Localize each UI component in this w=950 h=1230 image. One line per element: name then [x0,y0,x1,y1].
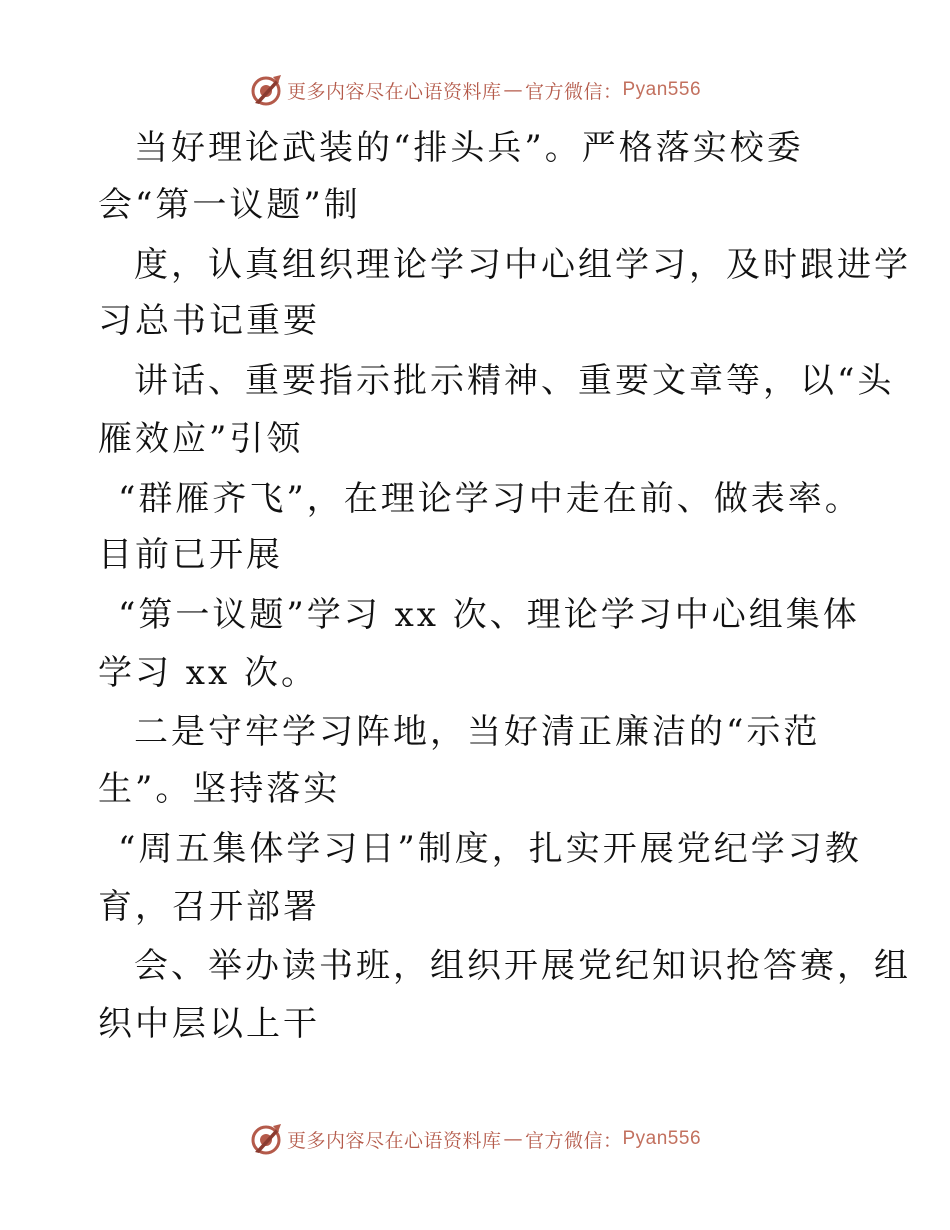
body-line: 习总书记重要 [98,301,320,341]
header-banner-dash: — [503,79,523,101]
body-line: 会、举办读书班，组织开展党纪知识抢答赛，组 [134,946,911,986]
body-line: “周五集体学习日”制度，扎实开展党纪学习教 [118,829,862,869]
body-line: 讲话、重要指示批示精神、重要文章等，以“头 [134,361,895,401]
quill-seal-icon [249,73,283,107]
header-banner-handle: Pyan556 [622,79,702,100]
header-banner [0,70,950,110]
body-line: 雁效应”引领 [98,419,304,459]
body-line: 生”。坚持落实 [98,769,341,809]
body-line: 度，认真组织理论学习中心组学习，及时跟进学 [134,245,911,285]
footer-banner-dash: — [503,1128,523,1150]
footer-banner-text: 更多内容尽在心语资料库 [286,1129,502,1152]
body-line: “第一议题”学习 xx 次、理论学习中心组集体 [118,595,860,635]
header-banner-label: 官方微信： [524,80,623,103]
body-line: 二是守牢学习阵地，当好清正廉洁的“示范 [134,712,821,752]
footer-banner-label: 官方微信： [524,1129,623,1152]
body-line: 育，召开部署 [98,887,320,927]
body-line: 会“第一议题”制 [98,185,361,225]
body-line: 学习 xx 次。 [98,653,318,693]
body-line: 目前已开展 [98,535,283,575]
body-line: “群雁齐飞”，在理论学习中走在前、做表率。 [118,479,862,519]
footer-banner [0,1119,950,1159]
body-line: 当好理论武装的“排头兵”。严格落实校委 [134,128,804,168]
body-line: 织中层以上干 [98,1004,320,1044]
quill-seal-icon [249,1122,283,1156]
header-banner-text: 更多内容尽在心语资料库 [286,80,502,103]
footer-banner-handle: Pyan556 [622,1128,702,1149]
